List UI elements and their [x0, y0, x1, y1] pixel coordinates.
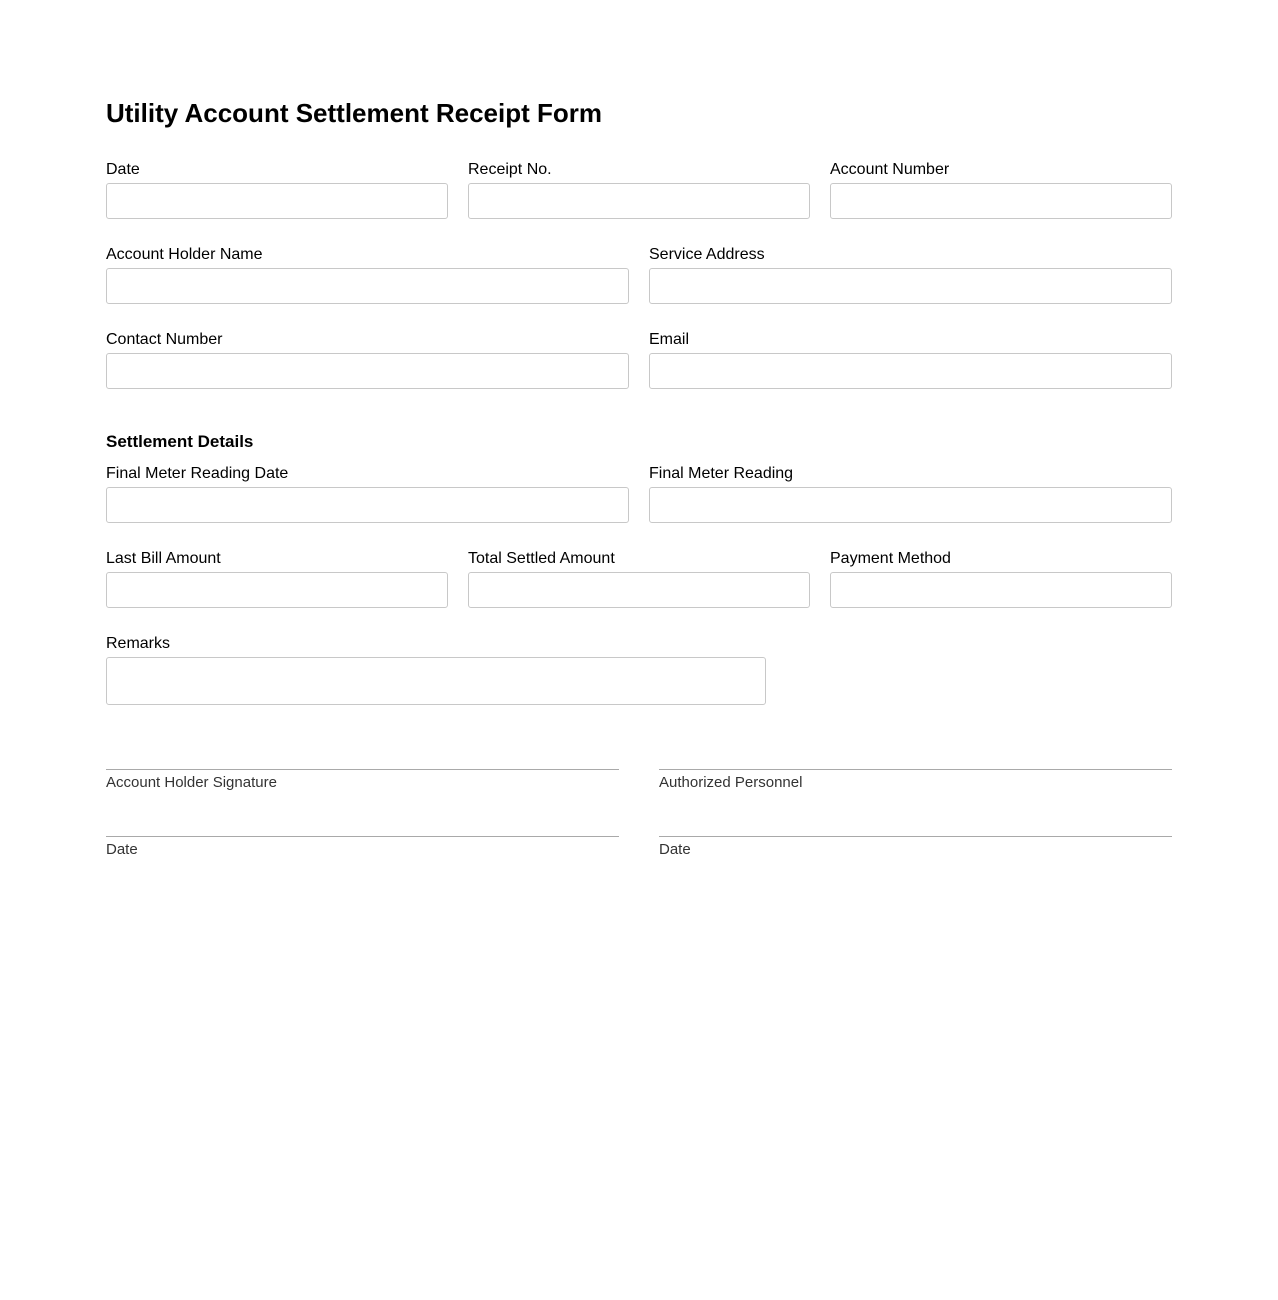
service-address-field-group — [649, 246, 1172, 304]
account-holder-name-field-group — [106, 246, 629, 304]
date-field-group — [106, 161, 448, 219]
remarks-textarea[interactable] — [106, 657, 766, 705]
final-meter-reading-date-label: Final Meter Reading Date — [106, 465, 289, 482]
receipt-no-input[interactable] — [468, 183, 810, 219]
final-meter-reading-date-field-group — [106, 465, 629, 523]
payment-method-field-group — [830, 550, 1172, 608]
service-address-input[interactable] — [649, 268, 1172, 304]
final-meter-reading-input[interactable] — [649, 487, 1172, 523]
remarks-label: Remarks — [106, 635, 171, 652]
payment-method-label: Payment Method — [830, 550, 951, 567]
authorized-personnel-signature-line — [659, 769, 1172, 791]
total-settled-amount-label: Total Settled Amount — [468, 550, 615, 567]
payment-method-input[interactable] — [830, 572, 1172, 608]
remarks-field-group — [106, 635, 766, 705]
receipt-no-label: Receipt No. — [468, 161, 552, 178]
account-number-input[interactable] — [830, 183, 1172, 219]
authorized-personnel-date-line — [659, 836, 1172, 858]
final-meter-reading-label: Final Meter Reading — [649, 465, 794, 482]
email-label: Email — [649, 331, 690, 348]
last-bill-amount-field-group — [106, 550, 448, 608]
authorized-personnel-label: Authorized Personnel — [659, 774, 803, 791]
account-number-field-group — [830, 161, 1172, 219]
settlement-details-heading: Settlement Details — [106, 432, 254, 451]
final-meter-reading-date-input[interactable] — [106, 487, 629, 523]
email-input[interactable] — [649, 353, 1172, 389]
last-bill-amount-input[interactable] — [106, 572, 448, 608]
account-number-label: Account Number — [830, 161, 950, 178]
total-settled-amount-field-group — [468, 550, 810, 608]
email-field-group — [649, 331, 1172, 389]
date-input[interactable] — [106, 183, 448, 219]
last-bill-amount-label: Last Bill Amount — [106, 550, 221, 567]
total-settled-amount-input[interactable] — [468, 572, 810, 608]
contact-number-input[interactable] — [106, 353, 629, 389]
final-meter-reading-field-group — [649, 465, 1172, 523]
account-holder-date-label: Date — [106, 841, 138, 858]
account-holder-name-label: Account Holder Name — [106, 246, 263, 263]
account-holder-name-input[interactable] — [106, 268, 629, 304]
account-holder-signature-line — [106, 769, 619, 791]
authorized-personnel-date-label: Date — [659, 841, 691, 858]
page-title: Utility Account Settlement Receipt Form — [106, 98, 602, 128]
account-holder-date-line — [106, 836, 619, 858]
service-address-label: Service Address — [649, 246, 765, 263]
contact-number-field-group — [106, 331, 629, 389]
date-label: Date — [106, 161, 140, 178]
account-holder-signature-label: Account Holder Signature — [106, 774, 277, 791]
contact-number-label: Contact Number — [106, 331, 223, 348]
receipt-no-field-group — [468, 161, 810, 219]
